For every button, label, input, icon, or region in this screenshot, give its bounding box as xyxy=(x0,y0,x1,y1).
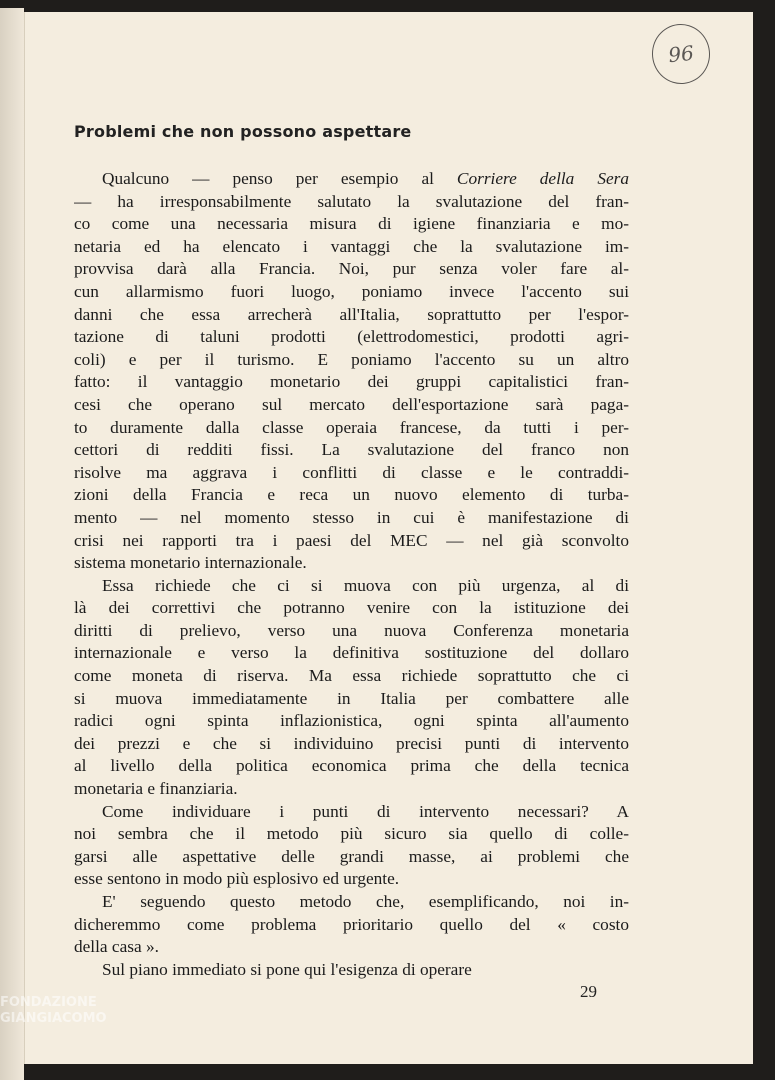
handwritten-page-number: 96 xyxy=(649,21,713,87)
text-line: garsi alle aspettative delle grandi masse, ai problemi che xyxy=(74,846,629,866)
text-line: fatto: il vantaggio monetario dei gruppi capitalistici fran- xyxy=(74,372,629,392)
text-line: to duramente dalla classe operaia francese, da tutti i per- xyxy=(74,417,629,437)
text-line: risolve ma aggrava i conflitti di classe e le contraddi- xyxy=(74,462,629,482)
paragraph xyxy=(74,959,629,982)
paragraph xyxy=(74,575,629,801)
text-line: zioni della Francia e reca un nuovo elemento di turba- xyxy=(74,485,629,505)
text-line: mento — nel momento stesso in cui è manifestazione di xyxy=(74,507,629,527)
text-line: Come individuare i punti di intervento necessari? A xyxy=(102,801,629,821)
text-line: Essa richiede che ci si muova con più urgenza, al di xyxy=(102,575,629,595)
text-line: danni che essa arrecherà all'Italia, soprattutto per l'espor- xyxy=(74,304,629,324)
paragraph xyxy=(74,801,629,891)
text-line: Sul piano immediato si pone qui l'esigenza di operare xyxy=(102,959,472,979)
text-line: dei prezzi e che si individuino precisi punti di intervento xyxy=(74,733,629,753)
paragraph xyxy=(74,168,629,575)
text-line: tazione di taluni prodotti (elettrodomestici, prodotti agri- xyxy=(74,327,629,347)
text-line: cun allarmismo fuori luogo, poniamo invece l'accento sui xyxy=(74,281,629,301)
text-line: crisi nei rapporti tra i paesi del MEC — nel già sconvolto xyxy=(74,530,629,550)
text-line: netaria ed ha elencato i vantaggi che la svalutazione im- xyxy=(74,236,629,256)
page-number: 29 xyxy=(580,982,597,1001)
body-text xyxy=(74,168,629,981)
paragraph xyxy=(74,891,629,959)
text-line: si muova immediatamente in Italia per combattere alle xyxy=(74,688,629,708)
text-line: diritti di prelievo, verso una nuova Conferenza monetaria xyxy=(74,620,629,640)
text-line: cesi che operano sul mercato dell'esportazione sarà paga- xyxy=(74,394,629,414)
text-line: monetaria e finanziaria. xyxy=(74,779,238,799)
text-line: noi sembra che il metodo più sicuro sia quello di colle- xyxy=(74,824,629,844)
text-line: esse sentono in modo più esplosivo ed urgente. xyxy=(74,869,400,889)
text-line: al livello della politica economica prima che della tecnica xyxy=(74,756,629,776)
text-line: Qualcuno — penso per esempio al Corriere della Sera xyxy=(102,169,629,188)
text-line: coli) e per il turismo. E poniamo l'accento su un altro xyxy=(74,349,629,369)
watermark-line: GIANGIACOMO xyxy=(0,1011,107,1026)
section-heading: Problemi che non possono aspettare xyxy=(74,122,412,141)
text-line: provvisa darà alla Francia. Noi, pur senza voler fare al- xyxy=(74,259,629,279)
text-line: della casa ». xyxy=(74,937,159,957)
archive-watermark xyxy=(0,995,200,1080)
text-line: come moneta di riserva. Ma essa richiede soprattutto che ci xyxy=(74,666,629,686)
text-line: co come una necessaria misura di igiene finanziaria e mo- xyxy=(74,214,629,234)
text-line: sistema monetario internazionale. xyxy=(74,553,307,573)
text-line: — ha irresponsabilmente salutato la svalutazione del fran- xyxy=(74,191,629,211)
text-line: dicheremmo come problema prioritario quello del « costo xyxy=(74,914,629,934)
book-gutter xyxy=(0,8,24,1080)
watermark-line: FONDAZIONE xyxy=(0,995,97,1010)
text-line: E' seguendo questo metodo che, esemplificando, noi in- xyxy=(102,892,629,911)
text-line: radici ogni spinta inflazionistica, ogni spinta all'aumento xyxy=(74,711,629,731)
text-line: là dei correttivi che potranno venire con la istituzione dei xyxy=(74,598,629,618)
text-line: cettori di redditi fissi. La svalutazione del franco non xyxy=(74,440,629,460)
text-line: internazionale e verso la definitiva sostituzione del dollaro xyxy=(74,643,629,663)
